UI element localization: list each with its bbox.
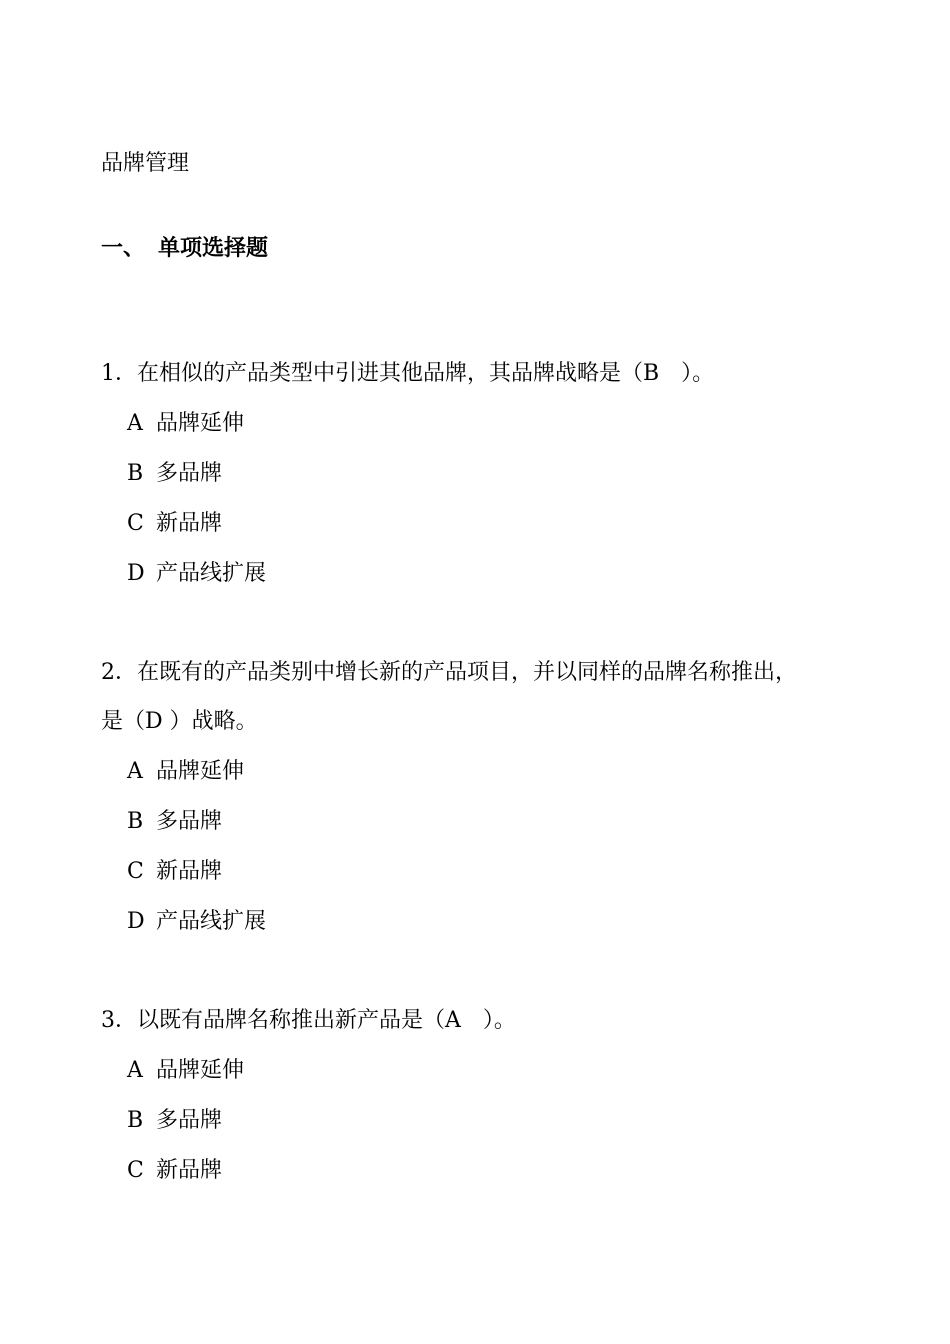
question-2-option-b	[127, 807, 222, 837]
option-text: 品牌延伸	[156, 759, 245, 784]
question-1-option-d	[127, 559, 266, 589]
question-2-text-line-1: 2．在既有的产品类别中增长新的产品项目，并以同样的品牌名称推出，	[101, 660, 797, 685]
question-1-option-b	[127, 459, 222, 489]
question-1-text: 1．在相似的产品类型中引进其他品牌，其品牌战略是（B ）。	[101, 361, 715, 386]
option-letter: B	[127, 1108, 144, 1133]
option-letter: C	[127, 1158, 144, 1183]
question-3-text: 3．以既有品牌名称推出新产品是（A ）。	[101, 1008, 516, 1033]
option-text: 多品牌	[156, 809, 223, 834]
option-letter: D	[127, 909, 145, 934]
option-text: 产品线扩展	[156, 561, 267, 586]
option-letter: D	[127, 561, 145, 586]
section-title: 单项选择题	[158, 236, 269, 261]
option-text: 多品牌	[156, 1108, 223, 1133]
question-1-option-a	[127, 409, 244, 439]
document-title: 品牌管理	[101, 151, 190, 176]
option-letter: A	[127, 411, 143, 436]
option-text: 多品牌	[156, 461, 223, 486]
option-letter: C	[127, 859, 144, 884]
question-2-option-a	[127, 757, 244, 787]
question-3-option-c	[127, 1156, 222, 1186]
option-text: 新品牌	[156, 1158, 223, 1183]
question-2-option-c	[127, 857, 222, 887]
section-heading	[101, 234, 268, 264]
option-letter: A	[127, 1058, 143, 1083]
question-2-text-line-2: 是（D ）战略。	[101, 709, 258, 734]
question-2-option-d	[127, 907, 266, 937]
option-text: 产品线扩展	[156, 909, 267, 934]
option-text: 新品牌	[156, 859, 223, 884]
option-text: 新品牌	[156, 511, 223, 536]
option-letter: B	[127, 461, 144, 486]
option-letter: C	[127, 511, 144, 536]
question-3-option-b	[127, 1106, 222, 1136]
option-letter: B	[127, 809, 144, 834]
option-text: 品牌延伸	[156, 1058, 245, 1083]
question-3-option-a	[127, 1056, 244, 1086]
question-1-option-c	[127, 509, 222, 539]
section-number: 一、	[101, 236, 146, 261]
option-text: 品牌延伸	[156, 411, 245, 436]
option-letter: A	[127, 759, 143, 784]
